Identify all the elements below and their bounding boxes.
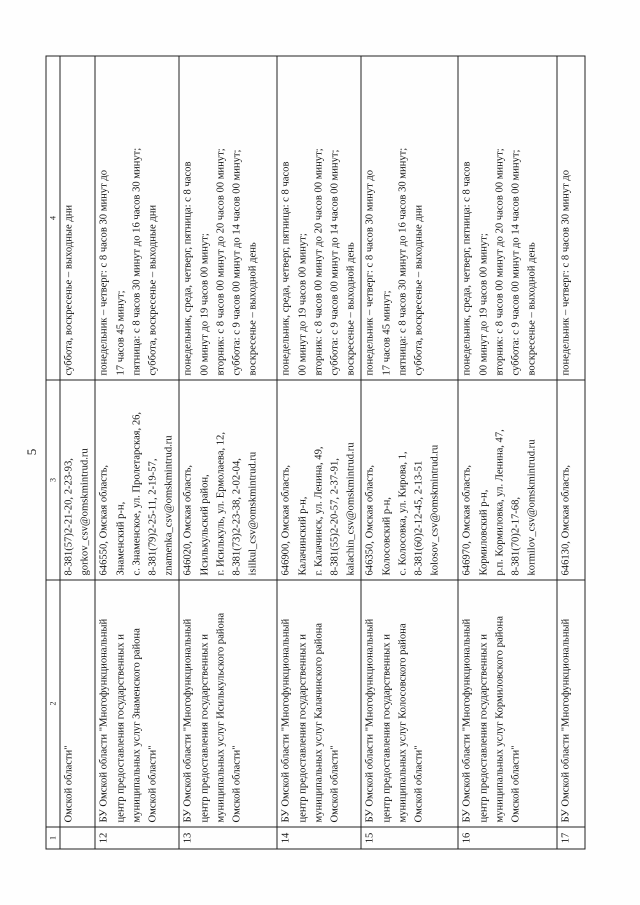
schedule-cell xyxy=(277,56,361,380)
cell-line: kormilov_csv@omskmintrud.ru xyxy=(526,439,538,575)
cell-line: 8-381(60)2-12-45, 2-13-51 xyxy=(413,460,425,575)
contacts-cell xyxy=(361,380,458,580)
org-name-cell xyxy=(179,580,277,827)
cell-line: Омской области" xyxy=(329,744,341,822)
header-cell: 4 xyxy=(46,56,60,380)
cell-line: 17 часов 45 минут; xyxy=(380,289,392,375)
page-number: 5 xyxy=(24,448,39,456)
schedule-cell xyxy=(60,56,95,380)
cell-line: Омской области" xyxy=(510,744,522,822)
cell-line: вторник: с 8 часов 00 минут до 20 часов 00 минут; xyxy=(214,147,226,375)
cell-line: муниципальных услуг Знаменского района xyxy=(130,627,142,822)
table-row xyxy=(361,56,458,849)
contacts-cell xyxy=(179,380,277,580)
cell-line: муниципальных услуг Калачинского района xyxy=(312,622,324,822)
cell-line: центр предоставления государственных и xyxy=(477,633,489,822)
contacts-cell xyxy=(458,380,557,580)
org-name-cell xyxy=(277,580,361,827)
contacts-cell xyxy=(60,380,95,580)
cell-line: воскресенье – выходной день xyxy=(247,241,259,375)
row-number xyxy=(60,827,95,849)
cell-line: 00 минут до 19 часов 00 минут; xyxy=(477,232,489,375)
cell-line: понедельник, среда, четверг, пятница: с 8 часов xyxy=(280,161,292,375)
cell-line: Калачинский р-н, xyxy=(296,496,308,575)
cell-line: Знаменский р-н, xyxy=(114,501,126,575)
cell-line: понедельник, среда, четверг, пятница: с 8 часов xyxy=(182,161,194,375)
cell-line: г. Исилькуль, ул. Ермолаева, 12, xyxy=(214,431,226,575)
header-cell: 2 xyxy=(46,580,60,827)
mfc-offices-table xyxy=(45,55,585,849)
cell-line: БУ Омской области "Многофункциональный xyxy=(280,618,292,822)
cell-line: 8-381(57)2-21-20, 2-23-93, xyxy=(63,457,74,575)
cell-line: вторник: с 8 часов 00 минут до 20 часов 00 минут; xyxy=(493,147,505,375)
cell-line: вторник: с 8 часов 00 минут до 20 часов 00 минут; xyxy=(312,147,324,375)
row-number: 17 xyxy=(557,827,585,849)
cell-line: isilkul_csv@omskmintrud.ru xyxy=(247,451,259,575)
cell-line: с. Колосовка, ул. Кирова, 1, xyxy=(396,450,408,575)
cell-line: БУ Омской области "Многофункциональный xyxy=(98,618,110,822)
cell-line: 646970, Омская область, xyxy=(461,464,473,575)
cell-line: муниципальных услуг Колосовского района xyxy=(396,622,408,822)
cell-line: центр предоставления государственных и xyxy=(114,633,126,822)
cell-line: 8-381(73)2-23-38, 2-02-04, xyxy=(231,457,243,575)
header-cell: 1 xyxy=(46,827,60,849)
cell-line: муниципальных услуг Исилькульского района xyxy=(214,612,226,822)
cell-line: 00 минут до 19 часов 00 минут; xyxy=(296,232,308,375)
cell-line: понедельник, среда, четверг, пятница: с 8 часов xyxy=(461,161,473,375)
cell-line: Омской области" xyxy=(231,744,243,822)
cell-line: воскресенье – выходной день xyxy=(526,241,538,375)
header-row xyxy=(46,56,60,849)
cell-line: р.п. Кормиловка, ул. Ленина, 47, xyxy=(493,428,505,575)
row-number: 16 xyxy=(458,827,557,849)
cell-line: центр предоставления государственных и xyxy=(296,633,308,822)
cell-line: 646020, Омская область, xyxy=(182,464,194,575)
org-name-cell xyxy=(95,580,179,827)
cell-line: Омской области" xyxy=(413,744,425,822)
cell-line: Исилькульский район, xyxy=(198,473,210,575)
contacts-cell xyxy=(277,380,361,580)
cell-line: понедельник – четверг: с 8 часов 30 минут до xyxy=(364,169,376,375)
schedule-cell xyxy=(361,56,458,380)
cell-line: с. Знаменское, ул. Пролетарская, 26, xyxy=(130,411,142,575)
cell-line: gorkov_csv@omskmintrud.ru xyxy=(79,447,91,575)
cell-line: суббота: с 9 часов 00 минут до 14 часов 00 минут; xyxy=(329,149,341,375)
cell-line: суббота: с 9 часов 00 минут до 14 часов 00 минут; xyxy=(231,149,243,375)
cell-line: 646550, Омская область, xyxy=(98,464,110,575)
rotated-table-container xyxy=(45,56,595,849)
cell-line: 8-381(70)2-17-68, xyxy=(510,496,522,575)
cell-line: центр предоставления государственных и xyxy=(198,633,210,822)
contacts-cell xyxy=(557,380,585,580)
cell-line: 17 часов 45 минут; xyxy=(114,289,126,375)
row-number: 14 xyxy=(277,827,361,849)
schedule-cell xyxy=(557,56,585,380)
cell-line: суббота: с 9 часов 00 минут до 14 часов 00 минут; xyxy=(510,149,522,375)
org-name-cell xyxy=(361,580,458,827)
cell-line: 00 минут до 19 часов 00 минут; xyxy=(198,232,210,375)
cell-line: znamenka_csv@omskmintrud.ru xyxy=(163,434,175,575)
org-name-cell xyxy=(458,580,557,827)
contacts-cell xyxy=(95,380,179,580)
cell-line: пятница: с 8 часов 30 минут до 16 часов 30 минут; xyxy=(130,147,142,375)
row-number: 12 xyxy=(95,827,179,849)
cell-line: суббота, воскресенье – выходные дни xyxy=(413,204,425,375)
schedule-cell xyxy=(179,56,277,380)
cell-line: Омской области" xyxy=(147,744,159,822)
cell-line: суббота, воскресенье – выходные дни xyxy=(63,204,74,375)
row-number: 15 xyxy=(361,827,458,849)
schedule-cell xyxy=(95,56,179,380)
org-name-cell xyxy=(557,580,585,827)
cell-line: БУ Омской области "Многофункциональный xyxy=(182,618,194,822)
cell-line: Омской области" xyxy=(63,744,74,822)
org-name-cell xyxy=(60,580,95,827)
cell-line: Кормиловский р-н, xyxy=(477,489,489,575)
cell-line: г. Калачинск, ул. Ленина, 49, xyxy=(312,445,324,575)
cell-line: 646900, Омская область, xyxy=(280,464,292,575)
cell-line: kalachin_csv@omskmintrud.ru xyxy=(345,441,357,575)
table-row xyxy=(179,56,277,849)
cell-line: 8-381(79)2-25-11, 2-19-57, xyxy=(147,458,159,575)
cell-line: 8-381(55)2-20-57, 2-37-91, xyxy=(329,457,341,575)
cell-line: kolosov_csv@omskmintrud.ru xyxy=(429,444,441,575)
cell-line: 646350, Омская область, xyxy=(364,464,376,575)
table-row xyxy=(95,56,179,849)
cell-line: Колосовский р-н, xyxy=(380,496,392,575)
table-row xyxy=(277,56,361,849)
row-number: 13 xyxy=(179,827,277,849)
cell-line: пятница: с 8 часов 30 минут до 16 часов 30 минут; xyxy=(396,147,408,375)
cell-line: БУ Омской области "Многофункциональный xyxy=(364,618,376,822)
cell-line: центр предоставления государственных и xyxy=(380,633,392,822)
cell-line: суббота, воскресенье – выходные дни xyxy=(147,204,159,375)
header-cell: 3 xyxy=(46,380,60,580)
table-body xyxy=(46,56,585,849)
cell-line: БУ Омской области "Многофункциональный xyxy=(461,618,473,822)
cell-line: БУ Омской области "Многофункциональный xyxy=(560,618,572,822)
cell-line: воскресенье – выходной день xyxy=(345,241,357,375)
table-row xyxy=(557,56,585,849)
cell-line: 646130, Омская область, xyxy=(560,464,572,575)
cell-line: понедельник – четверг: с 8 часов 30 минут до xyxy=(98,169,110,375)
table-row xyxy=(458,56,557,849)
table-row xyxy=(60,56,95,849)
cell-line: понедельник – четверг: с 8 часов 30 минут до xyxy=(560,169,572,375)
schedule-cell xyxy=(458,56,557,380)
cell-line: муниципальных услуг Кормиловского района xyxy=(493,615,505,822)
